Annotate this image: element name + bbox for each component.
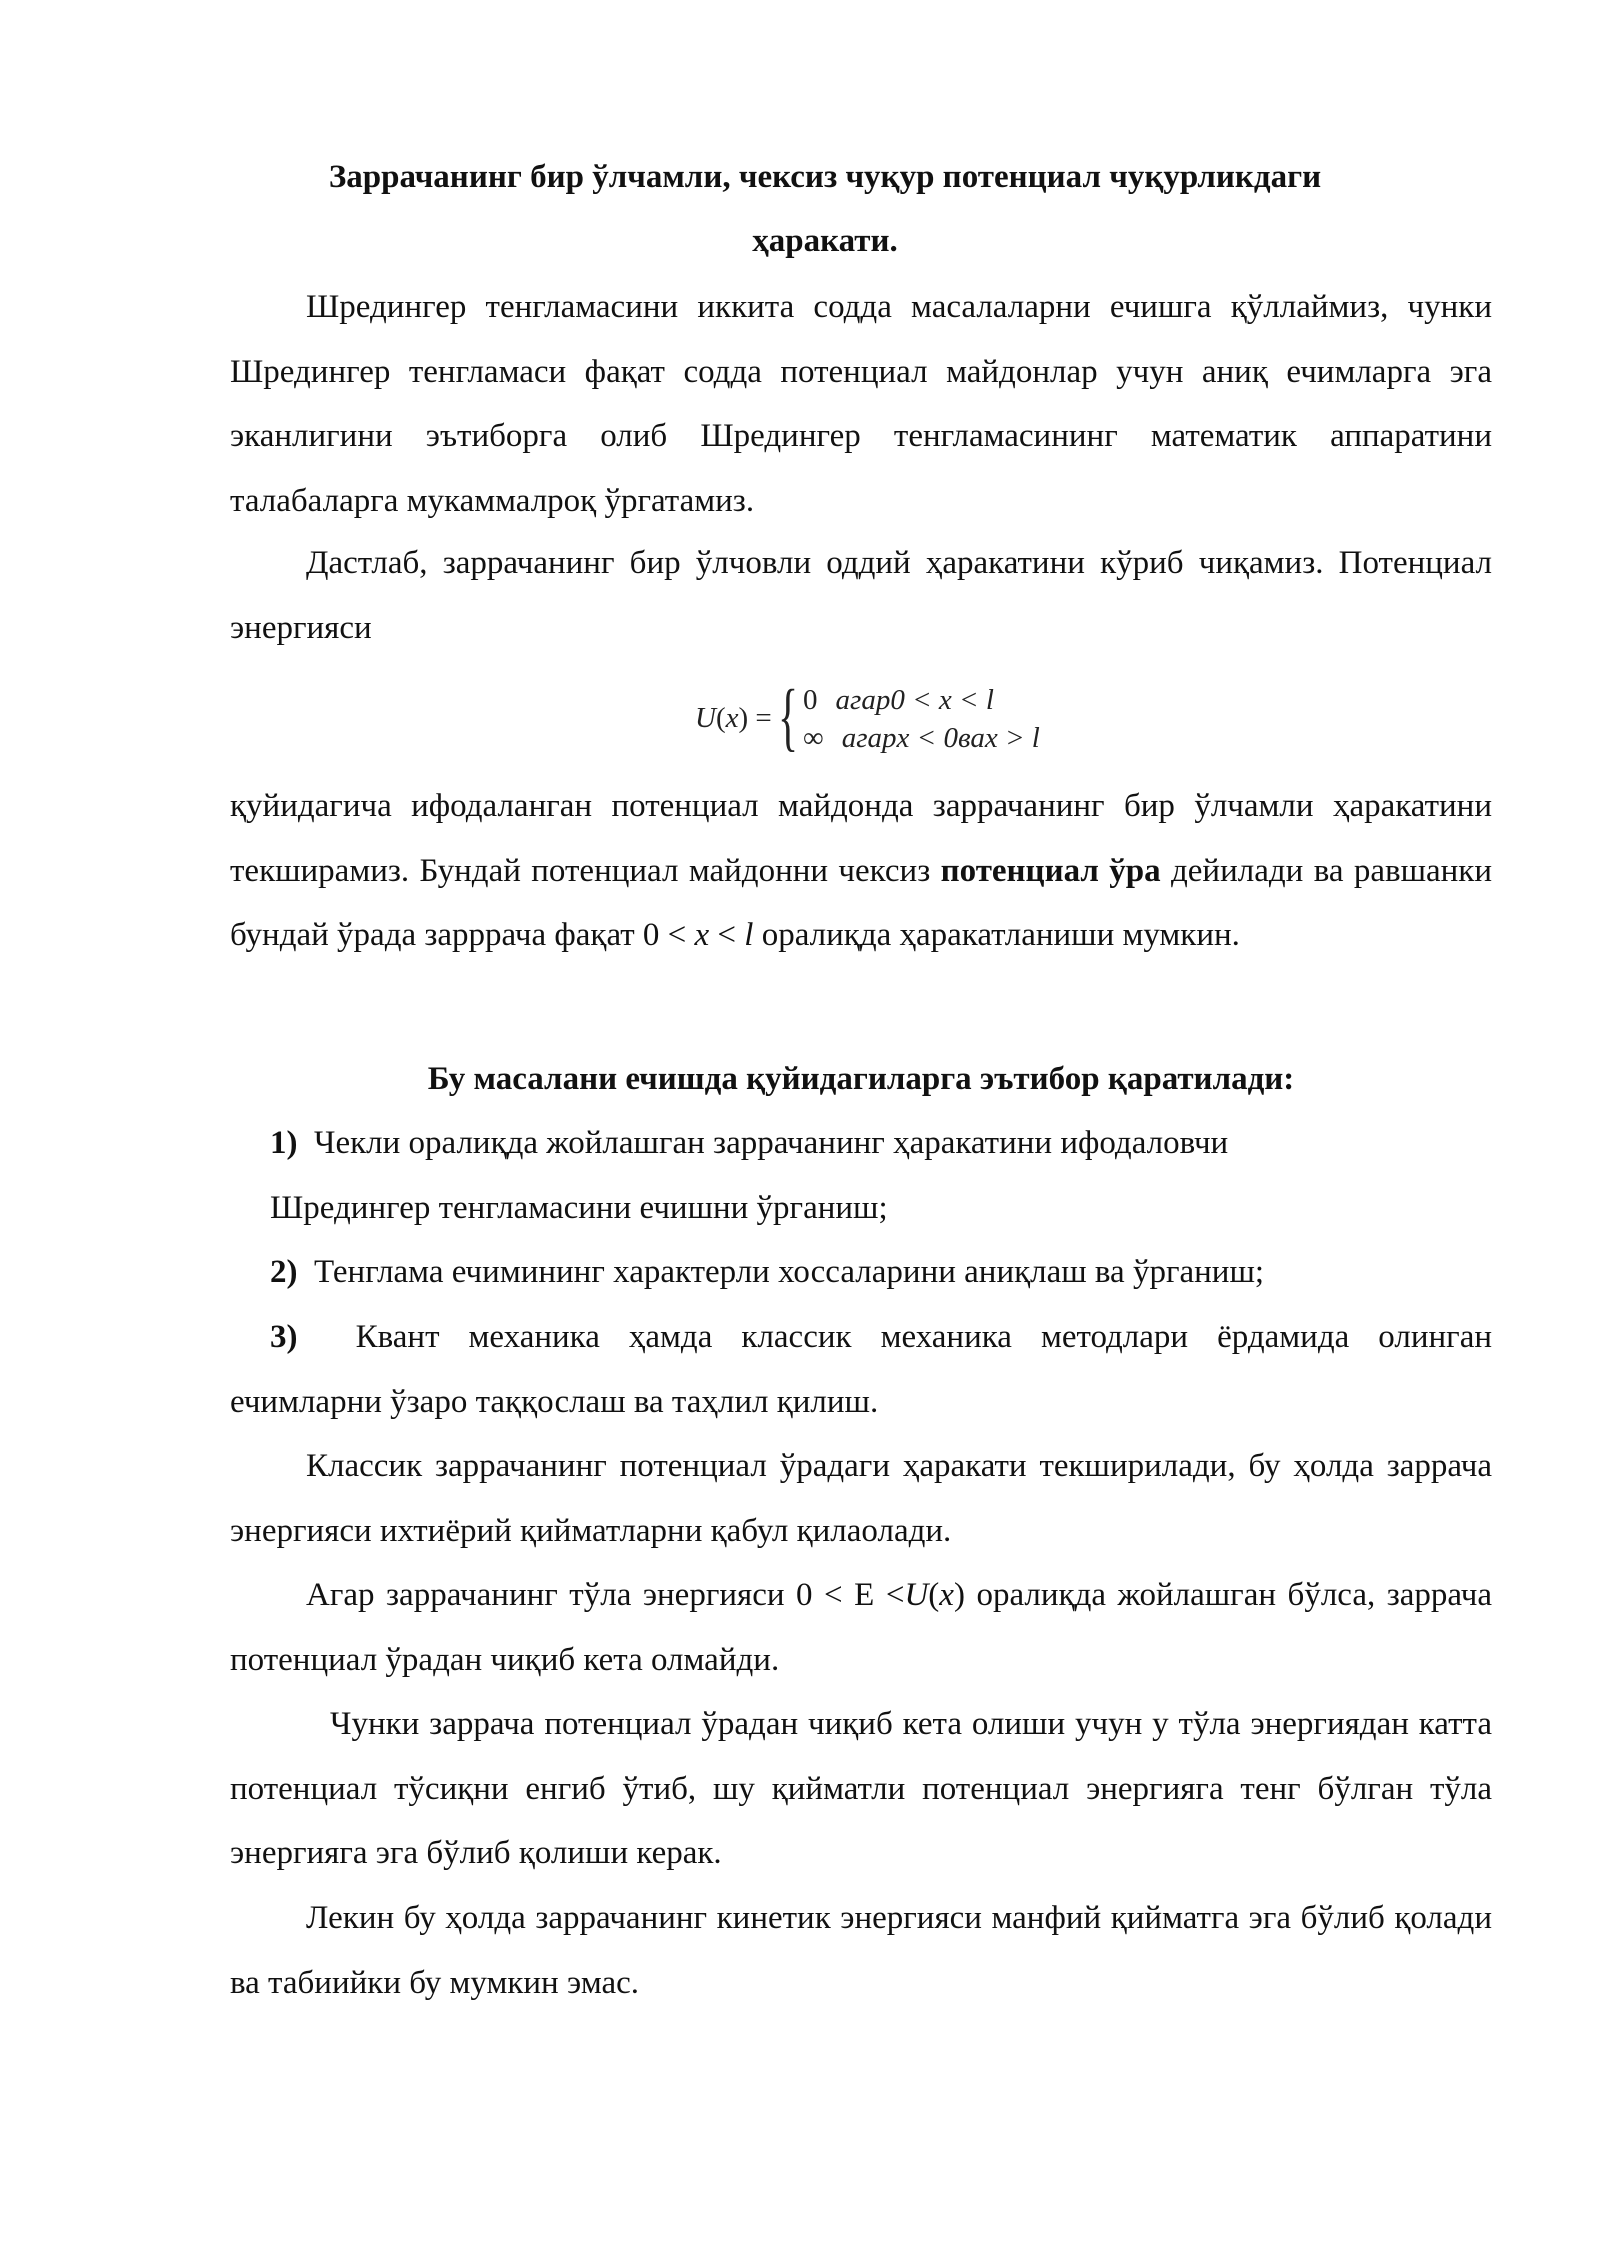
list-item-3: 3) Квант механика ҳамда классик механика методлари ёрдамида олинган ечимларни ўзаро таққослаш ва таҳлил қилиш. [230,1319,1493,1420]
potential-formula [695,675,1040,766]
document-title [230,145,1420,273]
paragraph-barrier: Чунки заррача потенциал ўрадан чиқиб кета олиши учун у тўла энергиядан катта потенциал тўсиқни енгиб ўтиб, шу қийматли потенциал энергияга тенг бўлган тўла энергияга эга бўлиб қолиши керак. [230,1706,1492,1871]
list-number: 3) [270,1319,298,1355]
paragraph-potential-energy: Дастлаб, заррачанинг бир ўлчовли оддий ҳаракатини кўриб чиқамиз. Потенциал энергияси [230,545,1492,646]
title-line-2: ҳаракати. [752,223,898,259]
formula-case-1: 0 агар0 < x < l [803,684,994,716]
list-item-2: 2) Тенглама ечимининг характерли хоссаларини аниқлаш ва ўрганиш; [270,1254,1265,1290]
paragraph-classical: Классик заррачанинг потенциал ўрадаги ҳаракати текширилади, бу ҳолда заррача энергияси ихтиёрий қийматларни қабул қилаолади. [230,1448,1492,1549]
formula-case-2: ∞ агарx < 0вах > l [803,722,1040,754]
formula-brace: { [778,675,799,759]
title-line-1: Заррачанинг бир ўлчамли, чексиз чуқур потенциал чуқурликдаги [328,159,1322,195]
formula-lhs: U(x) = [695,702,772,734]
section-heading: Бу масалани ечишда қуйидагиларга эътибор қаратилади: [427,1061,1295,1097]
paragraph-kinetic-energy: Лекин бу ҳолда заррачанинг кинетик энергияси манфий қийматга эга бўлиб қолади ва табиийки бу мумкин эмас. [230,1900,1492,2001]
paragraph-infinite-well: қуйидагича ифодаланган потенциал майдонда заррачанинг бир ўлчамли ҳаракатини текширамиз. Бундай потенциал майдонни чексиз потенциал ўра дейилади ва равшанки бундай ўрада зарррача фақат 0 < x < l оралиқда ҳаракатланиши мумкин. [230,788,1492,953]
paragraph-total-energy: Агар заррачанинг тўла энергияси 0 < E <U(x) оралиқда жойлашган бўлса, заррача потенциал ўрадан чиқиб кета олмайди. [230,1577,1493,1678]
list-item-1: 1) Чекли оралиқда жойлашган заррачанинг ҳаракатини ифодаловчи Шредингер тенгламасини ечишни ўрганиш; [270,1125,1229,1226]
paragraph-intro: Шредингер тенгламасини иккита содда масалаларни ечишга қўллаймиз, чунки Шредингер тенгламаси фақат содда потенциал майдонлар учун аниқ ечимларга эга эканлигини эътиборга олиб Шредингер тенгламасининг математик аппаратини талабаларга мукаммалроқ ўргатамиз. [230,289,1492,519]
list-number: 2) [270,1254,298,1290]
list-number: 1) [270,1125,298,1161]
